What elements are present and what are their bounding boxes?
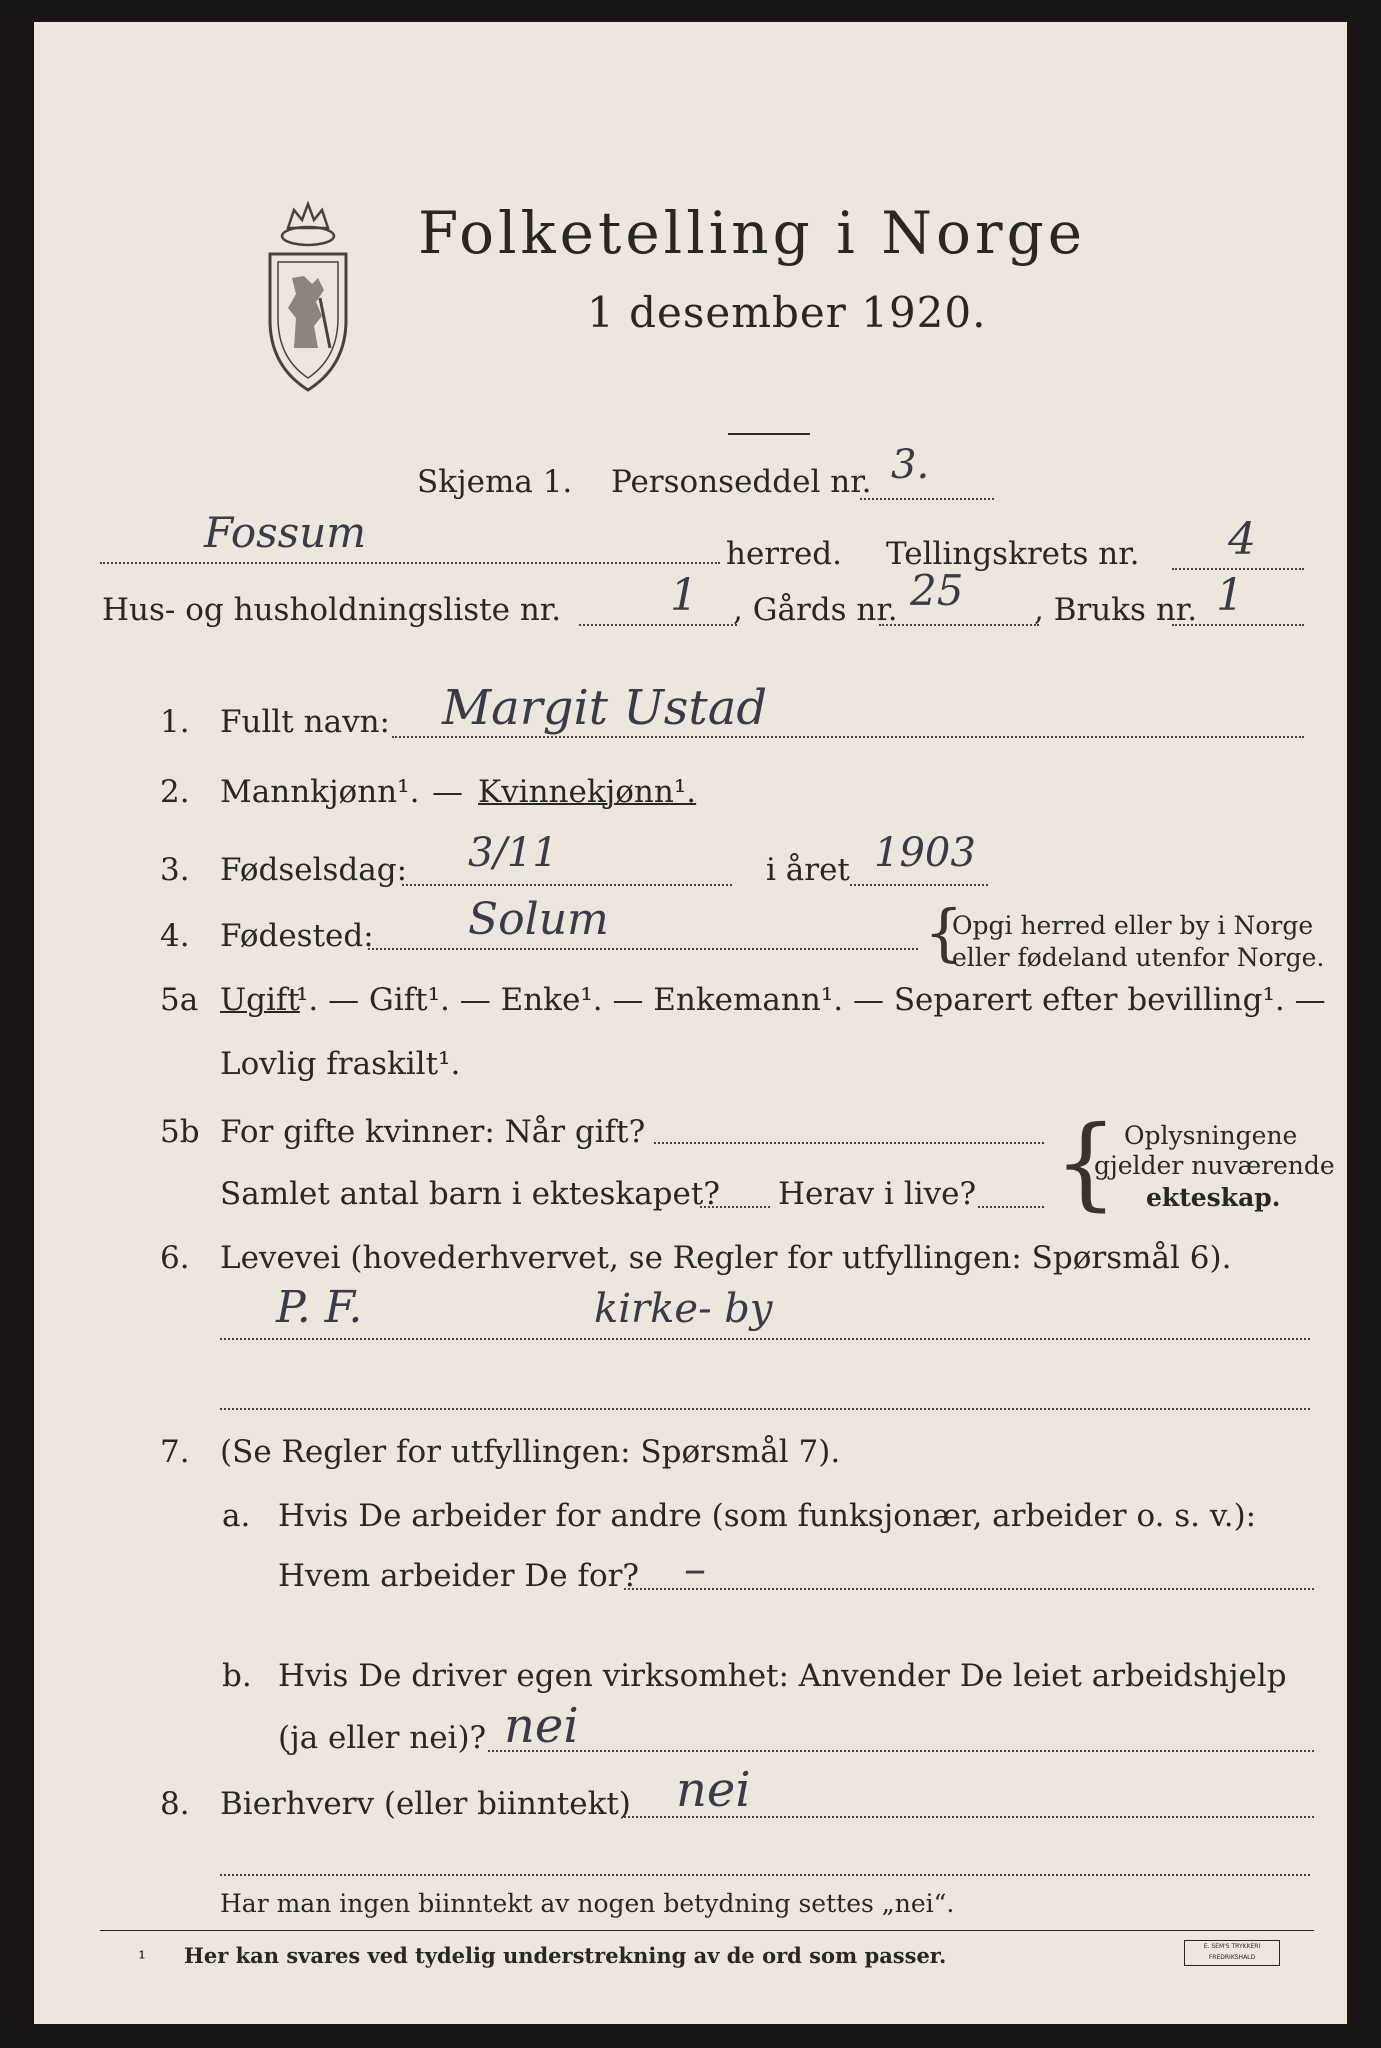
footnote-rule [100,1930,1314,1931]
bruks-line [1172,624,1304,626]
q3-line [402,884,732,886]
q4-line [368,948,918,950]
hus-value: 1 [670,570,698,621]
census-form-page [34,22,1347,2024]
q5b-barn-line [700,1206,770,1208]
q4-note-line1: Opgi herred eller by i Norge [952,911,1314,940]
q5a-ugift: Ugift [220,982,300,1018]
q4-label: Fødested: [220,918,374,954]
hus-label: Hus- og husholdningsliste nr. [102,592,562,628]
printer-stamp: E. SEM'S TRYKKERI FREDRIKSHALD [1184,1940,1280,1966]
q8-value: nei [676,1762,751,1818]
q3-aaret-value: 1903 [874,830,976,876]
q7a-line2: Hvem arbeider De for? [278,1558,640,1594]
q3-label: Fødselsdag: [220,852,408,888]
q1-line [392,736,1304,738]
q7a-number: a. [222,1498,251,1534]
bruks-value: 1 [1216,570,1244,621]
q7b-line2: (ja eller nei)? [278,1720,487,1756]
q5a-options: ¹. — Gift¹. — Enke¹. — Enkemann¹. — Separert efter bevilling¹. — [296,982,1326,1018]
herred-line [100,562,720,564]
q7b-value: nei [504,1698,579,1754]
q5b-note2: gjelder nuværende [1094,1151,1335,1180]
gards-label: , Gårds nr. [733,592,898,628]
q7b-line [488,1750,1314,1752]
q4-value: Solum [468,894,609,945]
q5b-number: 5b [160,1114,200,1150]
q8-note: Har man ingen biinntekt av nogen betydning settes „nei“. [220,1889,955,1918]
q6-line1 [220,1338,1310,1340]
q7-number: 7. [160,1434,190,1470]
personseddel-label: Personseddel nr. [611,464,872,500]
q6-label: Levevei (hovederhvervet, se Regler for utfyllingen: Spørsmål 6). [220,1240,1232,1276]
q8-label: Bierhverv (eller biinntekt) [220,1786,631,1822]
q1-label: Fullt navn: [220,704,390,740]
q7a-line [624,1588,1314,1590]
q6-value2: kirke- by [594,1286,773,1332]
q2-number: 2. [160,774,190,810]
q4-note-line2: eller fødeland utenfor Norge. [952,943,1325,972]
q1-value: Margit Ustad [442,680,768,736]
q3-number: 3. [160,852,190,888]
footnote-mark: ¹ [138,1946,147,1970]
q3-aaret-line [850,884,988,886]
q6-value1: P. F. [276,1282,363,1333]
q7-label: (Se Regler for utfyllingen: Spørsmål 7). [220,1434,841,1470]
gards-line [879,624,1039,626]
herred-value: Fossum [204,508,367,557]
q2-mann: Mannkjønn¹. [220,774,420,810]
form-title: Folketelling i Norge [418,199,1087,267]
q5a-line2: Lovlig fraskilt¹. [220,1046,461,1082]
q5b-note3: ekteskap. [1146,1183,1281,1212]
title-divider [728,433,810,435]
q3-value: 3/11 [468,830,558,876]
q5b-live-line [978,1206,1044,1208]
tellingskrets-label: Tellingskrets nr. [886,536,1140,572]
census-date: 1 desember 1920. [587,288,987,337]
q8-line2 [220,1874,1310,1876]
q3-aaret-label: i året [766,852,850,888]
q7a-line1: Hvis De arbeider for andre (som funksjonær, arbeider o. s. v.): [278,1498,1257,1534]
norwegian-coat-of-arms-icon [252,198,364,398]
q5b-line2a: Samlet antal barn i ekteskapet? [220,1176,720,1212]
q5b-brace: { [1054,1104,1118,1221]
q1-number: 1. [160,704,190,740]
q5b-line2b: Herav i live? [778,1176,977,1212]
q7b-number: b. [222,1658,252,1694]
q6-line2 [220,1408,1310,1410]
personseddel-line [860,498,994,500]
tellingskrets-value: 4 [1228,514,1256,565]
q6-number: 6. [160,1240,190,1276]
q7b-line1: Hvis De driver egen virksomhet: Anvender De leiet arbeidshjelp [278,1658,1287,1694]
q8-number: 8. [160,1786,190,1822]
q4-number: 4. [160,918,190,954]
herred-label: herred. [726,536,842,572]
q5b-note1: Oplysningene [1124,1121,1298,1150]
bruks-label: , Bruks nr. [1034,592,1198,628]
q5b-naar-line [654,1142,1044,1144]
personseddel-value: 3. [891,442,930,488]
hus-line [579,624,737,626]
q5b-line1: For gifte kvinner: Når gift? [220,1114,646,1150]
q5a-number: 5a [160,982,199,1018]
gards-value: 25 [910,566,964,615]
q4-brace: { [924,896,964,969]
footnote-text: Her kan svares ved tydelig understrekning av de ord som passer. [184,1943,947,1968]
q7a-value: – [684,1544,706,1595]
q2-dash: — [432,774,463,810]
skjema-label: Skjema 1. [417,464,573,500]
q2-kvinne: Kvinnekjønn¹. [478,774,697,810]
